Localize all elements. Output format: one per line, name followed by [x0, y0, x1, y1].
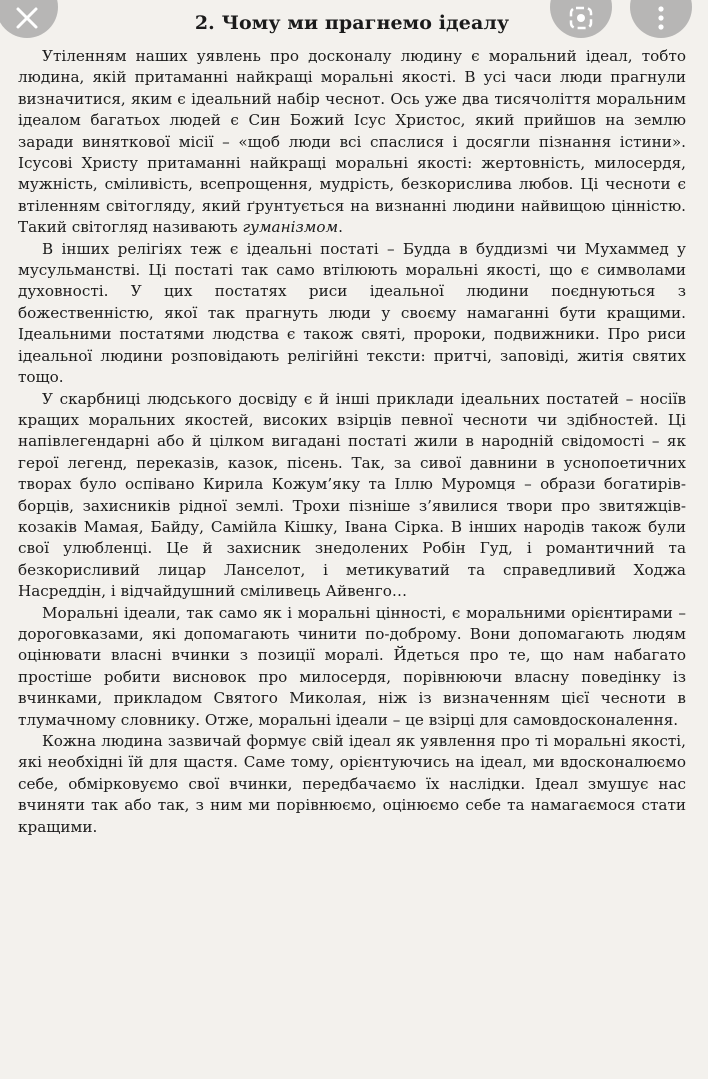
- paragraph-1-italic-term: гуманізмом: [242, 218, 339, 237]
- paragraph-1: [18, 46, 686, 239]
- paragraph-3: У скарбниці людського досвіду є й інші приклади ідеальних постатей – носіїв кращих моральних якостей, високих взірців певної чесноти чи здібностей. Ці напівлегендарні або й цілком вигадані постаті жили в народній свідомості – як герої легенд, переказів, казок, пісень. Так, за сивої давнини в уснопоетичних творах було оспівано Кирила Кожум’яку та Іллю Муромця – образи богатирів-борців, захисників рідної землі. Трохи пізніше з’явилися твори про звитяжців-козаків Мамая, Байду, Самійла Кішку, Івана Сірка. В інших народів також були свої улюбленці. Це й захисник знедолених Робін Гуд, і романтичний та безкорисливий лицар Ланселот, і метикуватий та справедливий Ходжа Насреддін, і відчайдушний сміливець Айвенго…: [18, 389, 686, 601]
- paragraph-1-text: Утіленням наших уявлень про досконалу людину є моральний ідеал, тобто людина, якій притаманні найкращі моральні якості. В усі часи люди прагнули визначитися, яким є ідеальний набір чеснот. Ось уже два тисячоліття моральним ідеалом багатьох людей є Син Божий Ісус Христос, який прийшов на землю заради виняткової місії – «щоб люди всі спаслися і досягли пізнання істини». Ісусові Христу притаманні найкращі моральні якості: жертовність, милосердя, мужність, сміливість, всепрощення, мудрість, безкорислива любов. Ці чесноти є втіленням світогляду, який ґрунтується на визнанні людини найвищою цінністю. Такий світогляд називають: [18, 47, 686, 237]
- more-vertical-icon: [657, 5, 665, 31]
- paragraph-1-tail: .: [338, 218, 343, 237]
- lens-icon: [568, 5, 594, 31]
- paragraph-2: В інших релігіях теж є ідеальні постаті – Будда в буддизмі чи Мухаммед у мусульманстві. Ці постаті так само втілюють моральні якості, що є символами духовності. У цих постатях риси ідеальної людини поєднуються з божественністю, якої так прагнуть люди у своєму намаганні бути кращими. Ідеальними постатями людства є також святі, пророки, подвижники. Про риси ідеальної людини розповідають релігійні тексти: притчі, заповіді, житія святих тощо.: [18, 239, 686, 387]
- paragraph-5: Кожна людина зазвичай формує свій ідеал як уявлення про ті моральні якості, які необхідні їй для щастя. Саме тому, орієнтуючись на ідеал, ми вдосконалюємо себе, обмірковуємо свої вчинки, передбачаємо їх наслідки. Ідеал змушує нас вчиняти так або так, з ним ми порівнюємо, оцінюємо себе та намагаємося стати кращими.: [18, 732, 686, 836]
- paragraph-4: Моральні ідеали, так само як і моральні цінності, є моральними орієнтирами – дороговказами, які допомагають чинити по-доброму. Вони допомагають людям оцінювати власні вчинки з позиції моралі. Йдеться про те, що нам набагато простіше робити висновок про милосердя, порівнюючи власну поведінку із вчинками, прикладом Святого Миколая, ніж із визначенням цієї чесноти в тлумачному словнику. Отже, моральні ідеали – це взірці для самовдосконалення.: [18, 603, 686, 729]
- section-title: 2. Чому ми прагнемо ідеалу: [194, 12, 510, 34]
- close-icon: [14, 5, 40, 31]
